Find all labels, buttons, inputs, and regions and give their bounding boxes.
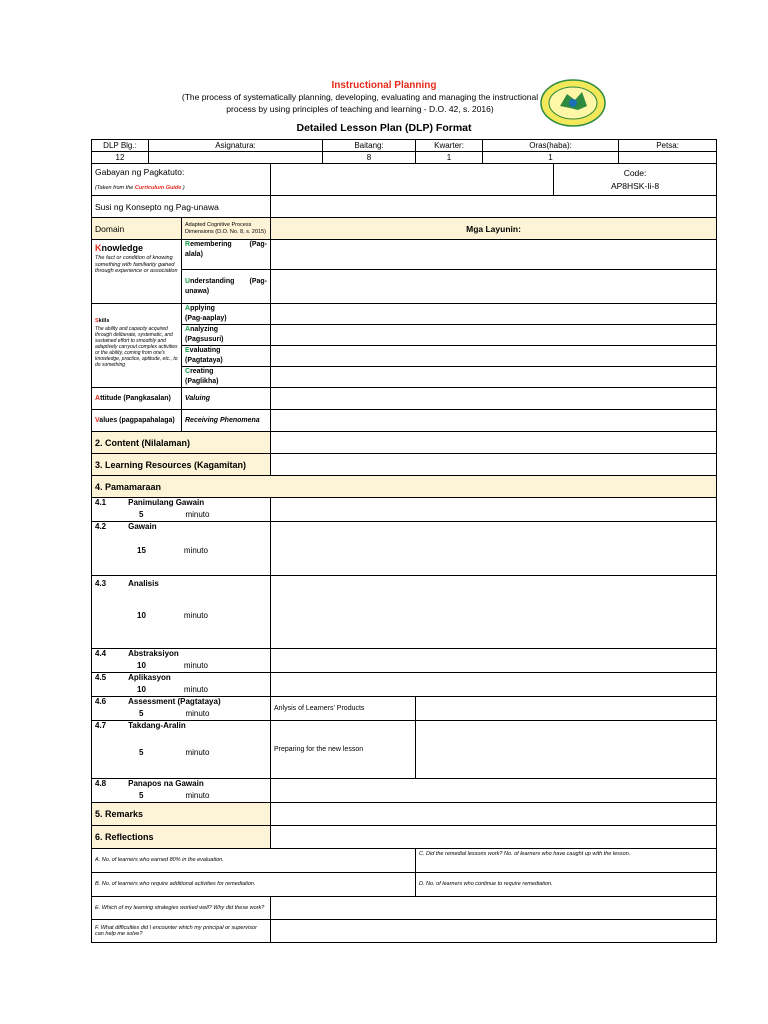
content-label: 2. Content (Nilalaman) <box>92 432 271 454</box>
resources-value[interactable] <box>271 454 717 476</box>
step-4-3-activity[interactable] <box>271 576 717 649</box>
resources-label: 3. Learning Resources (Kagamitan) <box>92 454 271 476</box>
susi-value[interactable] <box>271 196 717 218</box>
values-objective[interactable] <box>271 410 717 432</box>
skills-label: Skills <box>95 318 110 324</box>
creating-label: Creating (Paglikha) <box>182 367 271 388</box>
pamamaraan-label: 4. Pamamaraan <box>92 476 717 498</box>
reflection-f: F. What difficulties did I encounter which my principal or supervisor can help me solve? <box>92 920 271 943</box>
applying-objective[interactable] <box>271 304 717 325</box>
values-value: Receiving Phenomena <box>182 410 271 432</box>
remarks-label: 5. Remarks <box>92 803 271 826</box>
reflection-e: E. Which of my learning strategies worked well? Why did these work? <box>92 897 271 920</box>
step-4-3: 4.3 Analisis 10 minuto <box>92 576 271 649</box>
understanding-label: Understanding (Pag- unawa) <box>182 270 271 304</box>
reflections-value[interactable] <box>271 826 717 849</box>
petsa-value[interactable] <box>619 152 717 164</box>
step-4-6-note: Anlysis of Learners' Products <box>271 697 416 721</box>
step-4-5-activity[interactable] <box>271 673 717 697</box>
attitude-objective[interactable] <box>271 388 717 410</box>
knowledge-description: The fact or condition of knowing something with familiarity gained through experience or association <box>95 255 178 274</box>
remembering-label: Remembering (Pag- alala) <box>182 240 271 270</box>
skills-cell <box>92 304 182 388</box>
oras-label: Oras(haba): <box>483 140 619 152</box>
baitang-label: Baitang: <box>323 140 416 152</box>
step-4-8: 4.8 Panapos na Gawain 5 minuto <box>92 779 271 803</box>
step-4-8-activity[interactable] <box>271 779 717 803</box>
planning-subtitle: (The process of systematically planning, developing, evaluating and managing the instructional process by using principles of teaching and learning - D.O. 42, s. 2016) <box>181 92 539 114</box>
deped-seal-icon <box>540 79 606 127</box>
knowledge-label: Knowledge <box>95 243 144 253</box>
attitude-value: Valuing <box>182 388 271 410</box>
reflection-e-answer[interactable] <box>271 897 717 920</box>
step-4-4: 4.4 Abstraksiyon 10 minuto <box>92 649 271 673</box>
layunin-label: Mga Layunin: <box>271 218 717 240</box>
step-4-7: 4.7 Takdang-Aralin 5 minuto <box>92 721 271 779</box>
understanding-objective[interactable] <box>271 270 717 304</box>
domain-label: Domain <box>92 218 182 240</box>
asignatura-value[interactable] <box>149 152 323 164</box>
creating-objective[interactable] <box>271 367 717 388</box>
step-4-6-activity[interactable] <box>416 697 717 721</box>
evaluating-label: Evaluating (Pagtataya) <box>182 346 271 367</box>
evaluating-objective[interactable] <box>271 346 717 367</box>
step-4-7-activity[interactable] <box>416 721 717 779</box>
gabayan-label: Gabayan ng Pagkatuto: <box>95 167 185 177</box>
reflection-b: B. No. of learners who require additional activities for remediation. <box>92 873 416 897</box>
step-4-7-note: Preparing for the new lesson <box>271 721 416 779</box>
step-4-6: 4.6 Assessment (Pagtataya) 5 minuto <box>92 697 271 721</box>
code-cell <box>554 164 717 196</box>
skills-description: The ability and capacity acquired through deliberate, systematic, and sustained effort to smoothly and adaptively carryout complex activities or the ability, coming from one's knowledge, practice, aptitude, etc., to do something <box>95 326 178 368</box>
curriculum-guide-note: (Taken from the Curriculum Guide ) <box>95 185 185 191</box>
asignatura-label: Asignatura: <box>149 140 323 152</box>
values-label: Values (pagpapahalaga) <box>92 410 182 432</box>
form-title: Detailed Lesson Plan (DLP) Format <box>296 122 472 134</box>
step-4-2: 4.2 Gawain 15 minuto <box>92 522 271 576</box>
gabayan-cell <box>92 164 271 196</box>
step-4-5: 4.5 Aplikasyon 10 minuto <box>92 673 271 697</box>
gabayan-value[interactable] <box>271 164 554 196</box>
code-value: AP8HSK-Ii-8 <box>610 181 660 191</box>
remarks-value[interactable] <box>271 803 717 826</box>
step-4-1-activity[interactable] <box>271 498 717 522</box>
knowledge-cell <box>92 240 182 304</box>
susi-label: Susi ng Konsepto ng Pag-unawa <box>92 196 271 218</box>
dlp-number-value[interactable]: 12 <box>92 152 149 164</box>
adapted-dimensions-label: Adapted Cognitive Process Dimensions (D.O. No. 8, s. 2015) <box>182 218 271 240</box>
step-4-1: 4.1 Panimulang Gawain 5 minuto <box>92 498 271 522</box>
oras-value[interactable]: 1 <box>483 152 619 164</box>
attitude-label: Attitude (Pangkasalan) <box>92 388 182 410</box>
reflection-f-answer[interactable] <box>271 920 717 943</box>
dlp-number-label: DLP Blg.: <box>92 140 149 152</box>
petsa-label: Petsa: <box>619 140 717 152</box>
kwarter-value[interactable]: 1 <box>416 152 483 164</box>
content-value[interactable] <box>271 432 717 454</box>
dlp-table <box>91 139 717 943</box>
applying-label: Applying (Pag-aaplay) <box>182 304 271 325</box>
code-label: Code: <box>623 168 647 178</box>
kwarter-label: Kwarter: <box>416 140 483 152</box>
baitang-value[interactable]: 8 <box>323 152 416 164</box>
planning-title: Instructional Planning <box>331 80 437 91</box>
reflections-label: 6. Reflections <box>92 826 271 849</box>
analyzing-objective[interactable] <box>271 325 717 346</box>
remembering-objective[interactable] <box>271 240 717 270</box>
reflection-c: C. Did the remedial lessons work? No. of learners who have caught up with the lesson. <box>416 849 717 873</box>
reflection-d: D. No. of learners who continue to require remediation. <box>416 873 717 897</box>
analyzing-label: Analyzing (Pagsusuri) <box>182 325 271 346</box>
step-4-2-activity[interactable] <box>271 522 717 576</box>
step-4-4-activity[interactable] <box>271 649 717 673</box>
reflection-a: A. No. of learners who earned 80% in the evaluation. <box>92 849 416 873</box>
